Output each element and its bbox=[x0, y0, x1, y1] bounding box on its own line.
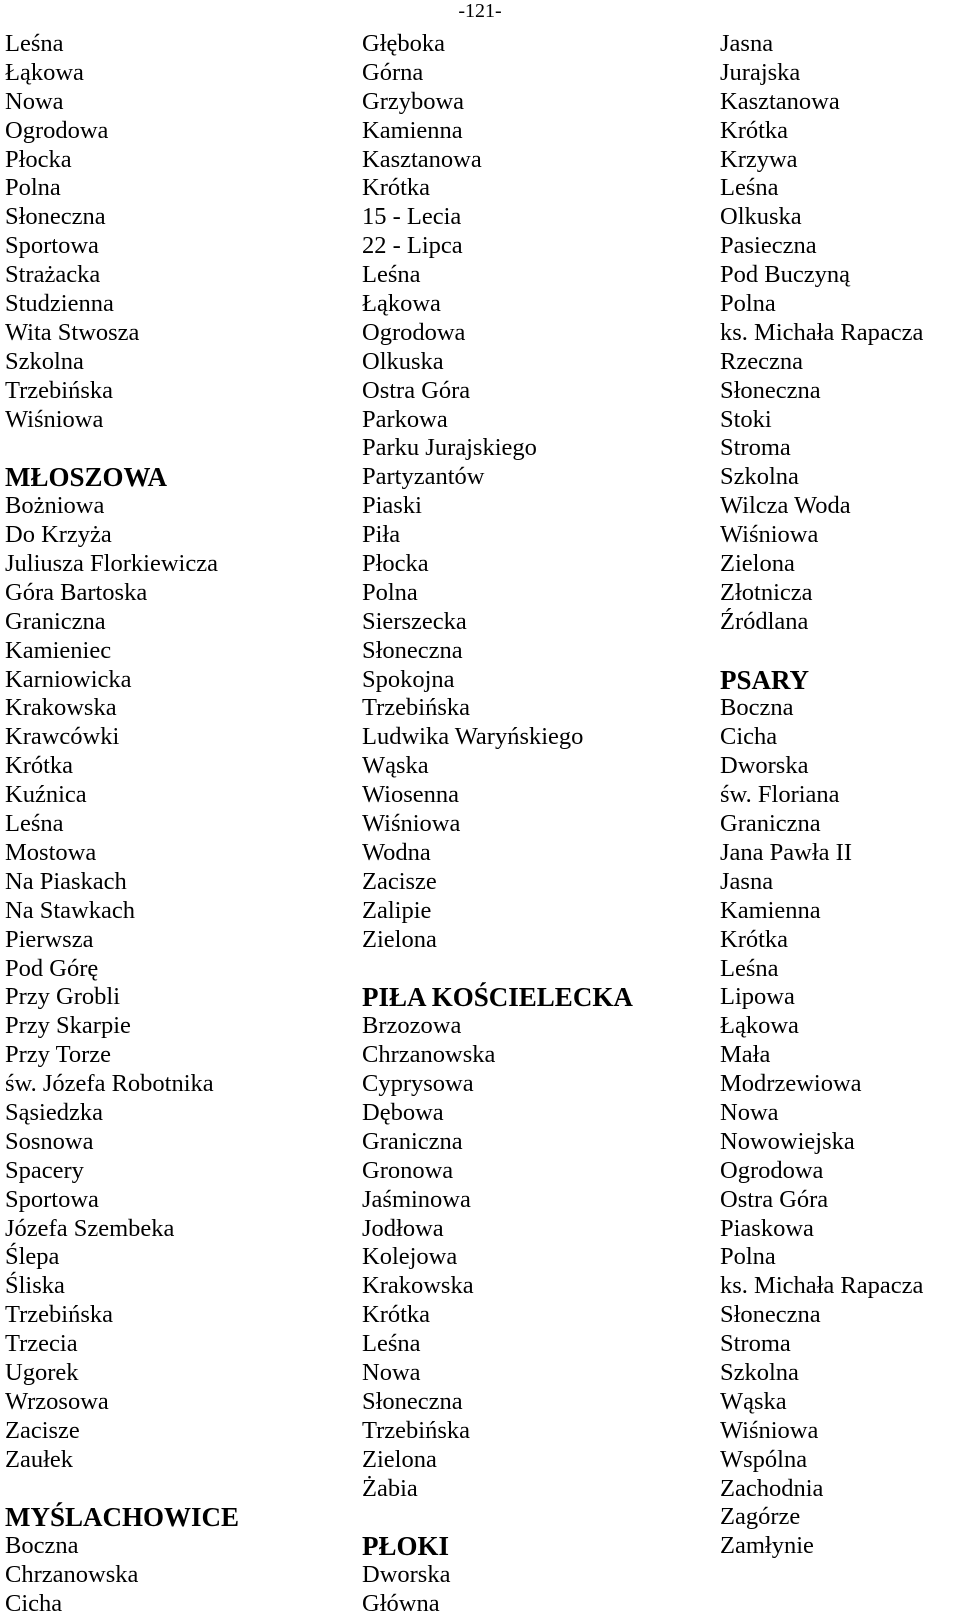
street-name: Polna bbox=[720, 290, 776, 318]
street-name: Kamieniec bbox=[5, 636, 112, 664]
street-name: Ogrodowa bbox=[5, 116, 109, 144]
street-name: Nowowiejska bbox=[720, 1127, 855, 1155]
street-name: św. Józefa Robotnika bbox=[5, 1070, 214, 1098]
street-name: Śliska bbox=[5, 1272, 65, 1300]
street-name: Krakowska bbox=[362, 1272, 474, 1300]
street-name: Krótka bbox=[362, 174, 431, 202]
street-name: Jurajska bbox=[720, 58, 801, 86]
street-name: Polna bbox=[720, 1243, 776, 1271]
street-name: Wrzosowa bbox=[5, 1387, 109, 1415]
street-name: Ugorek bbox=[5, 1358, 79, 1386]
street-name: Wodna bbox=[362, 838, 431, 866]
street-name: Zalipie bbox=[362, 896, 432, 924]
street-name: ks. Michała Rapacza bbox=[720, 318, 924, 346]
blank-line bbox=[362, 955, 633, 984]
street-name: Olkuska bbox=[362, 347, 444, 375]
street-name: Krawcówki bbox=[5, 723, 120, 751]
street-name: Polna bbox=[362, 578, 418, 606]
street-name: Łąkowa bbox=[362, 290, 441, 318]
street-name: Dworska bbox=[362, 1561, 451, 1589]
blank-line bbox=[720, 637, 923, 666]
street-name: Źródlana bbox=[720, 607, 809, 635]
street-name: Krakowska bbox=[5, 694, 117, 722]
street-name: Leśna bbox=[362, 261, 421, 289]
blank-line bbox=[362, 1503, 633, 1532]
street-name: Słoneczna bbox=[362, 1387, 463, 1415]
street-name: Jasna bbox=[720, 30, 774, 57]
street-name: Jaśminowa bbox=[362, 1185, 471, 1213]
street-name: Spacery bbox=[5, 1156, 84, 1184]
street-name: Pasieczna bbox=[720, 232, 817, 260]
street-name: Krótka bbox=[720, 925, 789, 953]
locality-heading: PSARY bbox=[720, 664, 810, 695]
street-name: Zagórze bbox=[720, 1503, 801, 1531]
street-name: Przy Skarpie bbox=[5, 1012, 131, 1040]
street-name: Olkuska bbox=[720, 203, 802, 231]
street-name: Boczna bbox=[5, 1532, 79, 1560]
street-name: Pod Buczyną bbox=[720, 261, 850, 289]
street-name: Rzeczna bbox=[720, 347, 803, 375]
street-name: Ostra Góra bbox=[362, 376, 471, 404]
street-name: Juliusza Florkiewicza bbox=[5, 550, 218, 578]
street-name: Nowa bbox=[362, 1358, 421, 1386]
street-name: Słoneczna bbox=[5, 203, 106, 231]
street-name: Leśna bbox=[362, 1330, 421, 1358]
street-name: Parkowa bbox=[362, 405, 448, 433]
blank-line bbox=[5, 434, 239, 463]
street-name: Płocka bbox=[362, 550, 429, 578]
street-name: Szkolna bbox=[720, 463, 799, 491]
street-name: Na Stawkach bbox=[5, 896, 135, 924]
street-name: Krótka bbox=[362, 1301, 431, 1329]
street-name: Sąsiedzka bbox=[5, 1098, 103, 1126]
street-name: Bożniowa bbox=[5, 492, 105, 520]
street-name: Trzecia bbox=[5, 1330, 78, 1358]
street-name: Krótka bbox=[720, 116, 789, 144]
street-name: Trzebińska bbox=[5, 376, 113, 404]
locality-heading: MŁOSZOWA bbox=[5, 462, 168, 493]
street-name: Ostra Góra bbox=[720, 1185, 829, 1213]
street-name: Kamienna bbox=[362, 116, 463, 144]
street-name: Nowa bbox=[5, 87, 64, 115]
street-name: Krzywa bbox=[720, 145, 798, 173]
street-name: Stoki bbox=[720, 405, 772, 433]
street-name: Trzebińska bbox=[362, 694, 470, 722]
street-name: Słoneczna bbox=[720, 1301, 821, 1329]
street-name: Jasna bbox=[720, 867, 774, 895]
street-column-2 bbox=[362, 30, 633, 1619]
street-name: Wąska bbox=[720, 1387, 787, 1415]
street-name: Łąkowa bbox=[5, 58, 84, 86]
street-name: Głęboka bbox=[362, 30, 445, 57]
street-name: Wiśniowa bbox=[362, 810, 461, 838]
street-name: Sportowa bbox=[5, 232, 99, 260]
street-name: Łąkowa bbox=[720, 1012, 799, 1040]
street-name: Jana Pawła II bbox=[720, 838, 852, 866]
street-name: ks. Michała Rapacza bbox=[720, 1272, 924, 1300]
street-name: Stroma bbox=[720, 1330, 791, 1358]
street-name: Zachodnia bbox=[720, 1474, 824, 1502]
street-name: Józefa Szembeka bbox=[5, 1214, 175, 1242]
street-name: Dębowa bbox=[362, 1098, 444, 1126]
street-name: Szkolna bbox=[720, 1358, 799, 1386]
street-name: Wiśniowa bbox=[720, 1416, 819, 1444]
street-name: Zielona bbox=[362, 1445, 437, 1473]
street-name: Kuźnica bbox=[5, 781, 87, 809]
street-name: Graniczna bbox=[720, 810, 821, 838]
street-name: Płocka bbox=[5, 145, 72, 173]
street-name: Piaski bbox=[362, 492, 422, 520]
street-name: Trzebińska bbox=[362, 1416, 470, 1444]
street-name: Pod Górę bbox=[5, 954, 99, 982]
street-name: Ogrodowa bbox=[720, 1156, 824, 1184]
street-name: Główna bbox=[362, 1590, 440, 1618]
street-name: Mostowa bbox=[5, 838, 97, 866]
street-name: Boczna bbox=[720, 694, 794, 722]
street-name: Zaułek bbox=[5, 1445, 74, 1473]
street-name: Partyzantów bbox=[362, 463, 485, 491]
street-name: Sierszecka bbox=[362, 607, 467, 635]
street-name: Cicha bbox=[5, 1590, 63, 1618]
street-name: Kamienna bbox=[720, 896, 821, 924]
street-name: Sportowa bbox=[5, 1185, 99, 1213]
street-name: Chrzanowska bbox=[5, 1561, 139, 1589]
street-name: Wiśniowa bbox=[5, 405, 104, 433]
street-name: 15 - Lecia bbox=[362, 203, 462, 231]
locality-heading: PŁOKI bbox=[362, 1531, 450, 1562]
street-name: Modrzewiowa bbox=[720, 1070, 862, 1098]
street-name: Lipowa bbox=[720, 983, 795, 1011]
street-name: Kasztanowa bbox=[362, 145, 482, 173]
street-name: Leśna bbox=[720, 174, 779, 202]
street-name: Wiosenna bbox=[362, 781, 459, 809]
street-name: Graniczna bbox=[362, 1127, 463, 1155]
street-name: Sosnowa bbox=[5, 1127, 94, 1155]
locality-heading: PIŁA KOŚCIELECKA bbox=[362, 982, 633, 1013]
street-name: Wspólna bbox=[720, 1445, 808, 1473]
street-name: Krótka bbox=[5, 752, 74, 780]
street-name: Zacisze bbox=[5, 1416, 80, 1444]
street-name: Na Piaskach bbox=[5, 867, 127, 895]
street-name: Polna bbox=[5, 174, 61, 202]
street-name: Złotnicza bbox=[720, 578, 813, 606]
street-name: Ogrodowa bbox=[362, 318, 466, 346]
locality-heading: MYŚLACHOWICE bbox=[5, 1502, 240, 1533]
street-name: Kolejowa bbox=[362, 1243, 458, 1271]
street-name: Karniowicka bbox=[5, 665, 132, 693]
street-name: Strażacka bbox=[5, 261, 101, 289]
street-name: Trzebińska bbox=[5, 1301, 113, 1329]
street-name: Wiśniowa bbox=[720, 521, 819, 549]
street-name: Górna bbox=[362, 58, 424, 86]
street-name: Wita Stwosza bbox=[5, 318, 140, 346]
street-name: Zielona bbox=[362, 925, 437, 953]
page-number: -121- bbox=[458, 0, 502, 22]
street-name: Studzienna bbox=[5, 290, 114, 318]
street-name: Szkolna bbox=[5, 347, 84, 375]
street-name: Gronowa bbox=[362, 1156, 454, 1184]
street-name: Nowa bbox=[720, 1098, 779, 1126]
street-name: Leśna bbox=[720, 954, 779, 982]
street-name: Wąska bbox=[362, 752, 429, 780]
street-name: św. Floriana bbox=[720, 781, 840, 809]
street-name: Słoneczna bbox=[720, 376, 821, 404]
street-name: Grzybowa bbox=[362, 87, 465, 115]
street-name: Dworska bbox=[720, 752, 809, 780]
street-name: Przy Torze bbox=[5, 1041, 112, 1069]
street-name: 22 - Lipca bbox=[362, 232, 463, 260]
blank-line bbox=[5, 1475, 239, 1504]
street-name: Jodłowa bbox=[362, 1214, 444, 1242]
street-name: Zielona bbox=[720, 550, 795, 578]
street-name: Cyprysowa bbox=[362, 1070, 474, 1098]
street-name: Ludwika Waryńskiego bbox=[362, 723, 584, 751]
street-name: Stroma bbox=[720, 434, 791, 462]
street-name: Brzozowa bbox=[362, 1012, 462, 1040]
street-name: Żabia bbox=[362, 1474, 418, 1502]
street-name: Leśna bbox=[5, 810, 64, 838]
street-name: Parku Jurajskiego bbox=[362, 434, 537, 462]
street-name: Ślepa bbox=[5, 1243, 60, 1271]
street-name: Przy Grobli bbox=[5, 983, 120, 1011]
street-name: Wilcza Woda bbox=[720, 492, 851, 520]
street-name: Chrzanowska bbox=[362, 1041, 496, 1069]
street-name: Cicha bbox=[720, 723, 778, 751]
street-name: Zacisze bbox=[362, 867, 437, 895]
street-name: Do Krzyża bbox=[5, 521, 112, 549]
street-column-1 bbox=[5, 30, 239, 1619]
street-name: Spokojna bbox=[362, 665, 455, 693]
street-name: Piaskowa bbox=[720, 1214, 814, 1242]
street-name: Pierwsza bbox=[5, 925, 94, 953]
street-name: Góra Bartoska bbox=[5, 578, 148, 606]
street-name: Graniczna bbox=[5, 607, 106, 635]
street-name: Słoneczna bbox=[362, 636, 463, 664]
street-column-3 bbox=[720, 30, 923, 1561]
street-name: Zamłynie bbox=[720, 1532, 814, 1560]
street-name: Mała bbox=[720, 1041, 771, 1069]
street-name: Leśna bbox=[5, 30, 64, 57]
street-name: Kasztanowa bbox=[720, 87, 840, 115]
street-name: Piła bbox=[362, 521, 401, 549]
